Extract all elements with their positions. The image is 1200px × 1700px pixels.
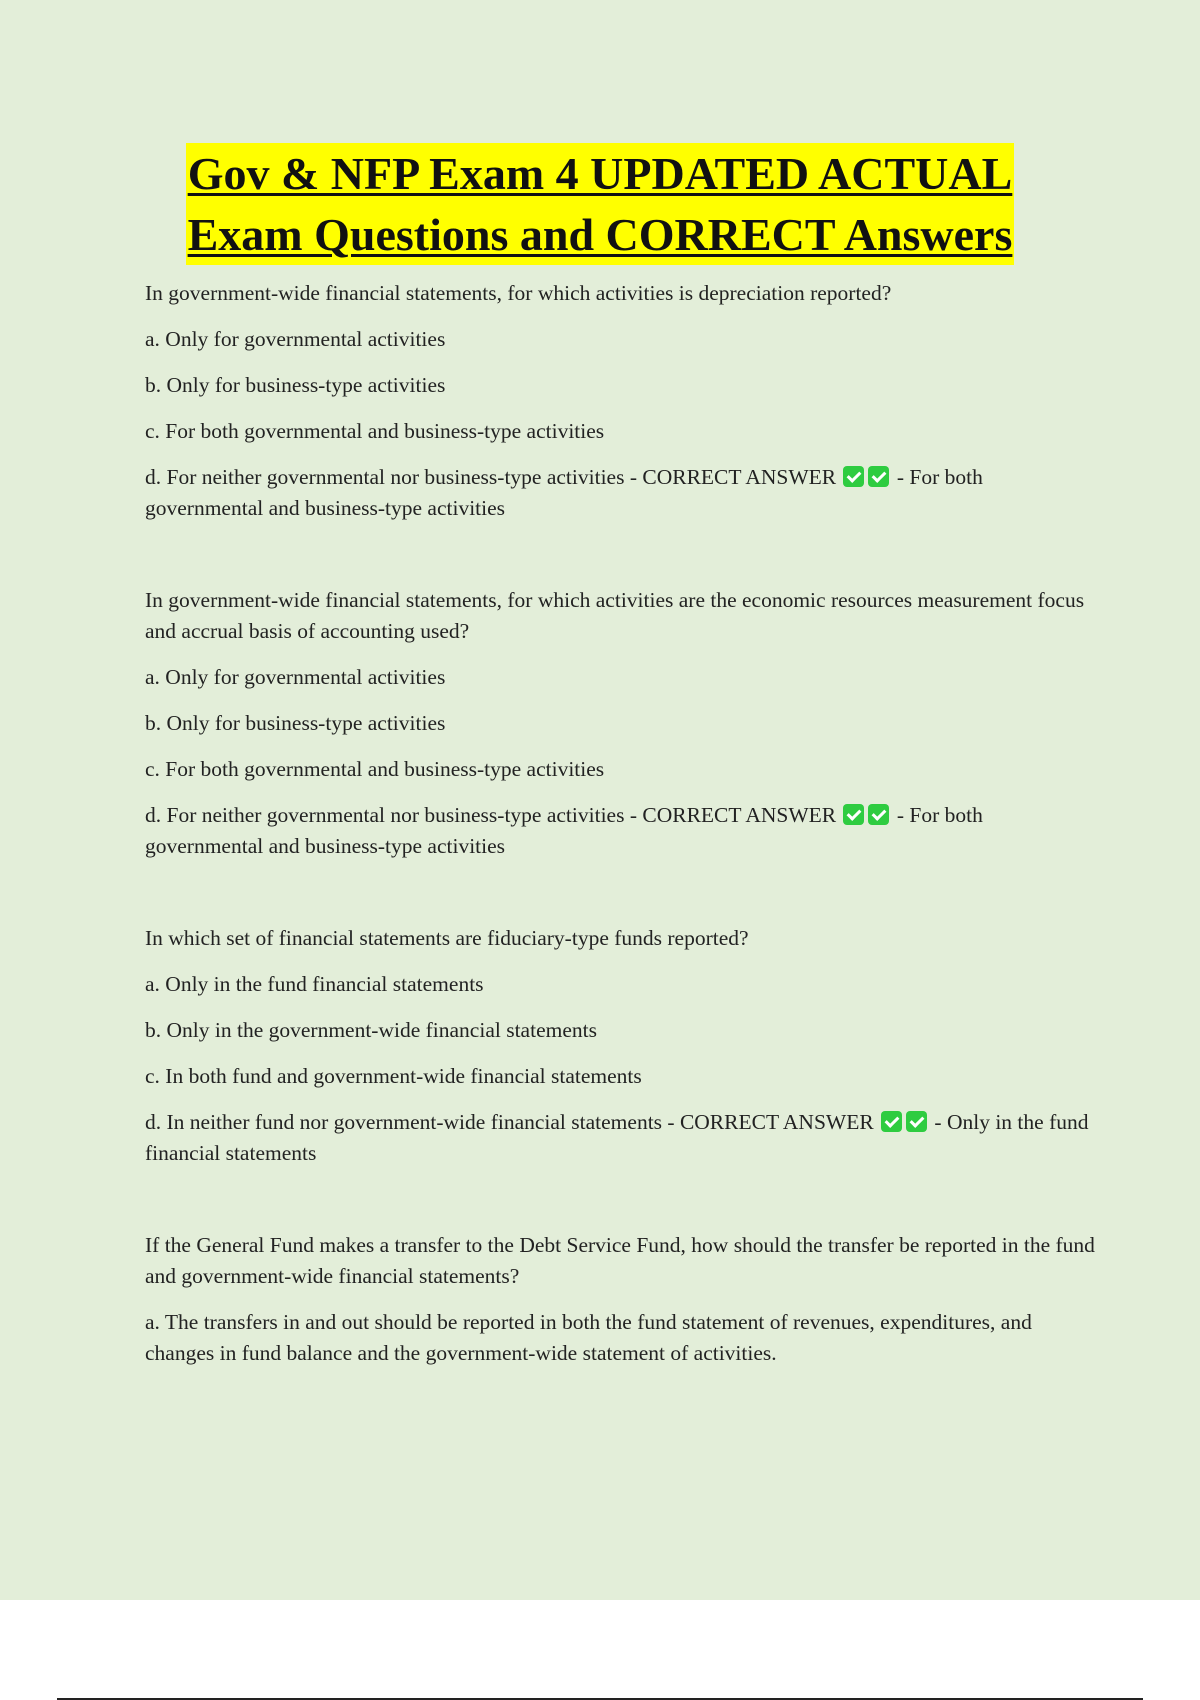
title-line-1: Gov & NFP Exam 4 UPDATED ACTUAL <box>186 143 1015 204</box>
question-block-1 <box>145 278 1095 524</box>
option-b: b. Only for business-type activities <box>145 711 446 735</box>
option-a: a. Only for governmental activities <box>145 327 446 351</box>
check-box-icon <box>881 1111 902 1132</box>
page-title <box>0 143 1200 265</box>
correct-answer-marker: - CORRECT ANSWER <box>629 803 837 827</box>
option-d: d. For neither governmental nor business-type activities <box>145 803 625 827</box>
questions-list <box>145 278 1095 1369</box>
option-a: a. The transfers in and out should be reported in both the fund statement of revenues, expenditures, and changes in fund balance and the government-wide statement of activities. <box>145 1310 1032 1365</box>
option-c: c. For both governmental and business-type activities <box>145 419 605 443</box>
option-d-with-answer <box>145 800 1095 862</box>
check-box-icon <box>906 1111 927 1132</box>
option-a: a. Only for governmental activities <box>145 665 446 689</box>
title-line-2: Exam Questions and CORRECT Answers <box>186 204 1015 265</box>
option-c: c. For both governmental and business-type activities <box>145 757 605 781</box>
question-text: In government-wide financial statements, for which activities are the economic resources measurement focus and accrual basis of accounting used? <box>145 588 1085 643</box>
option-c: c. In both fund and government-wide financial statements <box>145 1064 642 1088</box>
question-block-3 <box>145 923 1095 1169</box>
check-box-icon <box>843 466 864 487</box>
correct-answer-text: - For both governmental and business-type activities <box>145 803 983 858</box>
question-text: In which set of financial statements are fiduciary-type funds reported? <box>145 926 749 950</box>
question-text: In government-wide financial statements, for which activities is depreciation reported? <box>145 281 892 305</box>
correct-answer-marker: - CORRECT ANSWER <box>629 465 837 489</box>
option-a: a. Only in the fund financial statements <box>145 972 484 996</box>
check-box-icon <box>868 466 889 487</box>
check-box-icon <box>843 804 864 825</box>
option-b: b. Only in the government-wide financial statements <box>145 1018 597 1042</box>
option-d-with-answer <box>145 1107 1095 1169</box>
question-block-2 <box>145 585 1095 862</box>
option-d: d. In neither fund nor government-wide financial statements <box>145 1110 663 1134</box>
correct-answer-text: - Only in the fund financial statements <box>145 1110 1089 1165</box>
question-block-4 <box>145 1230 1095 1369</box>
option-d-with-answer <box>145 462 1095 524</box>
check-box-icon <box>868 804 889 825</box>
title-wrap <box>0 143 1200 265</box>
option-b: b. Only for business-type activities <box>145 373 446 397</box>
correct-answer-marker: - CORRECT ANSWER <box>667 1110 874 1134</box>
correct-answer-text: - For both governmental and business-type activities <box>145 465 983 520</box>
option-d: d. For neither governmental nor business-type activities <box>145 465 625 489</box>
question-text: If the General Fund makes a transfer to the Debt Service Fund, how should the transfer be reported in the fund and government-wide financial statements? <box>145 1233 1095 1288</box>
